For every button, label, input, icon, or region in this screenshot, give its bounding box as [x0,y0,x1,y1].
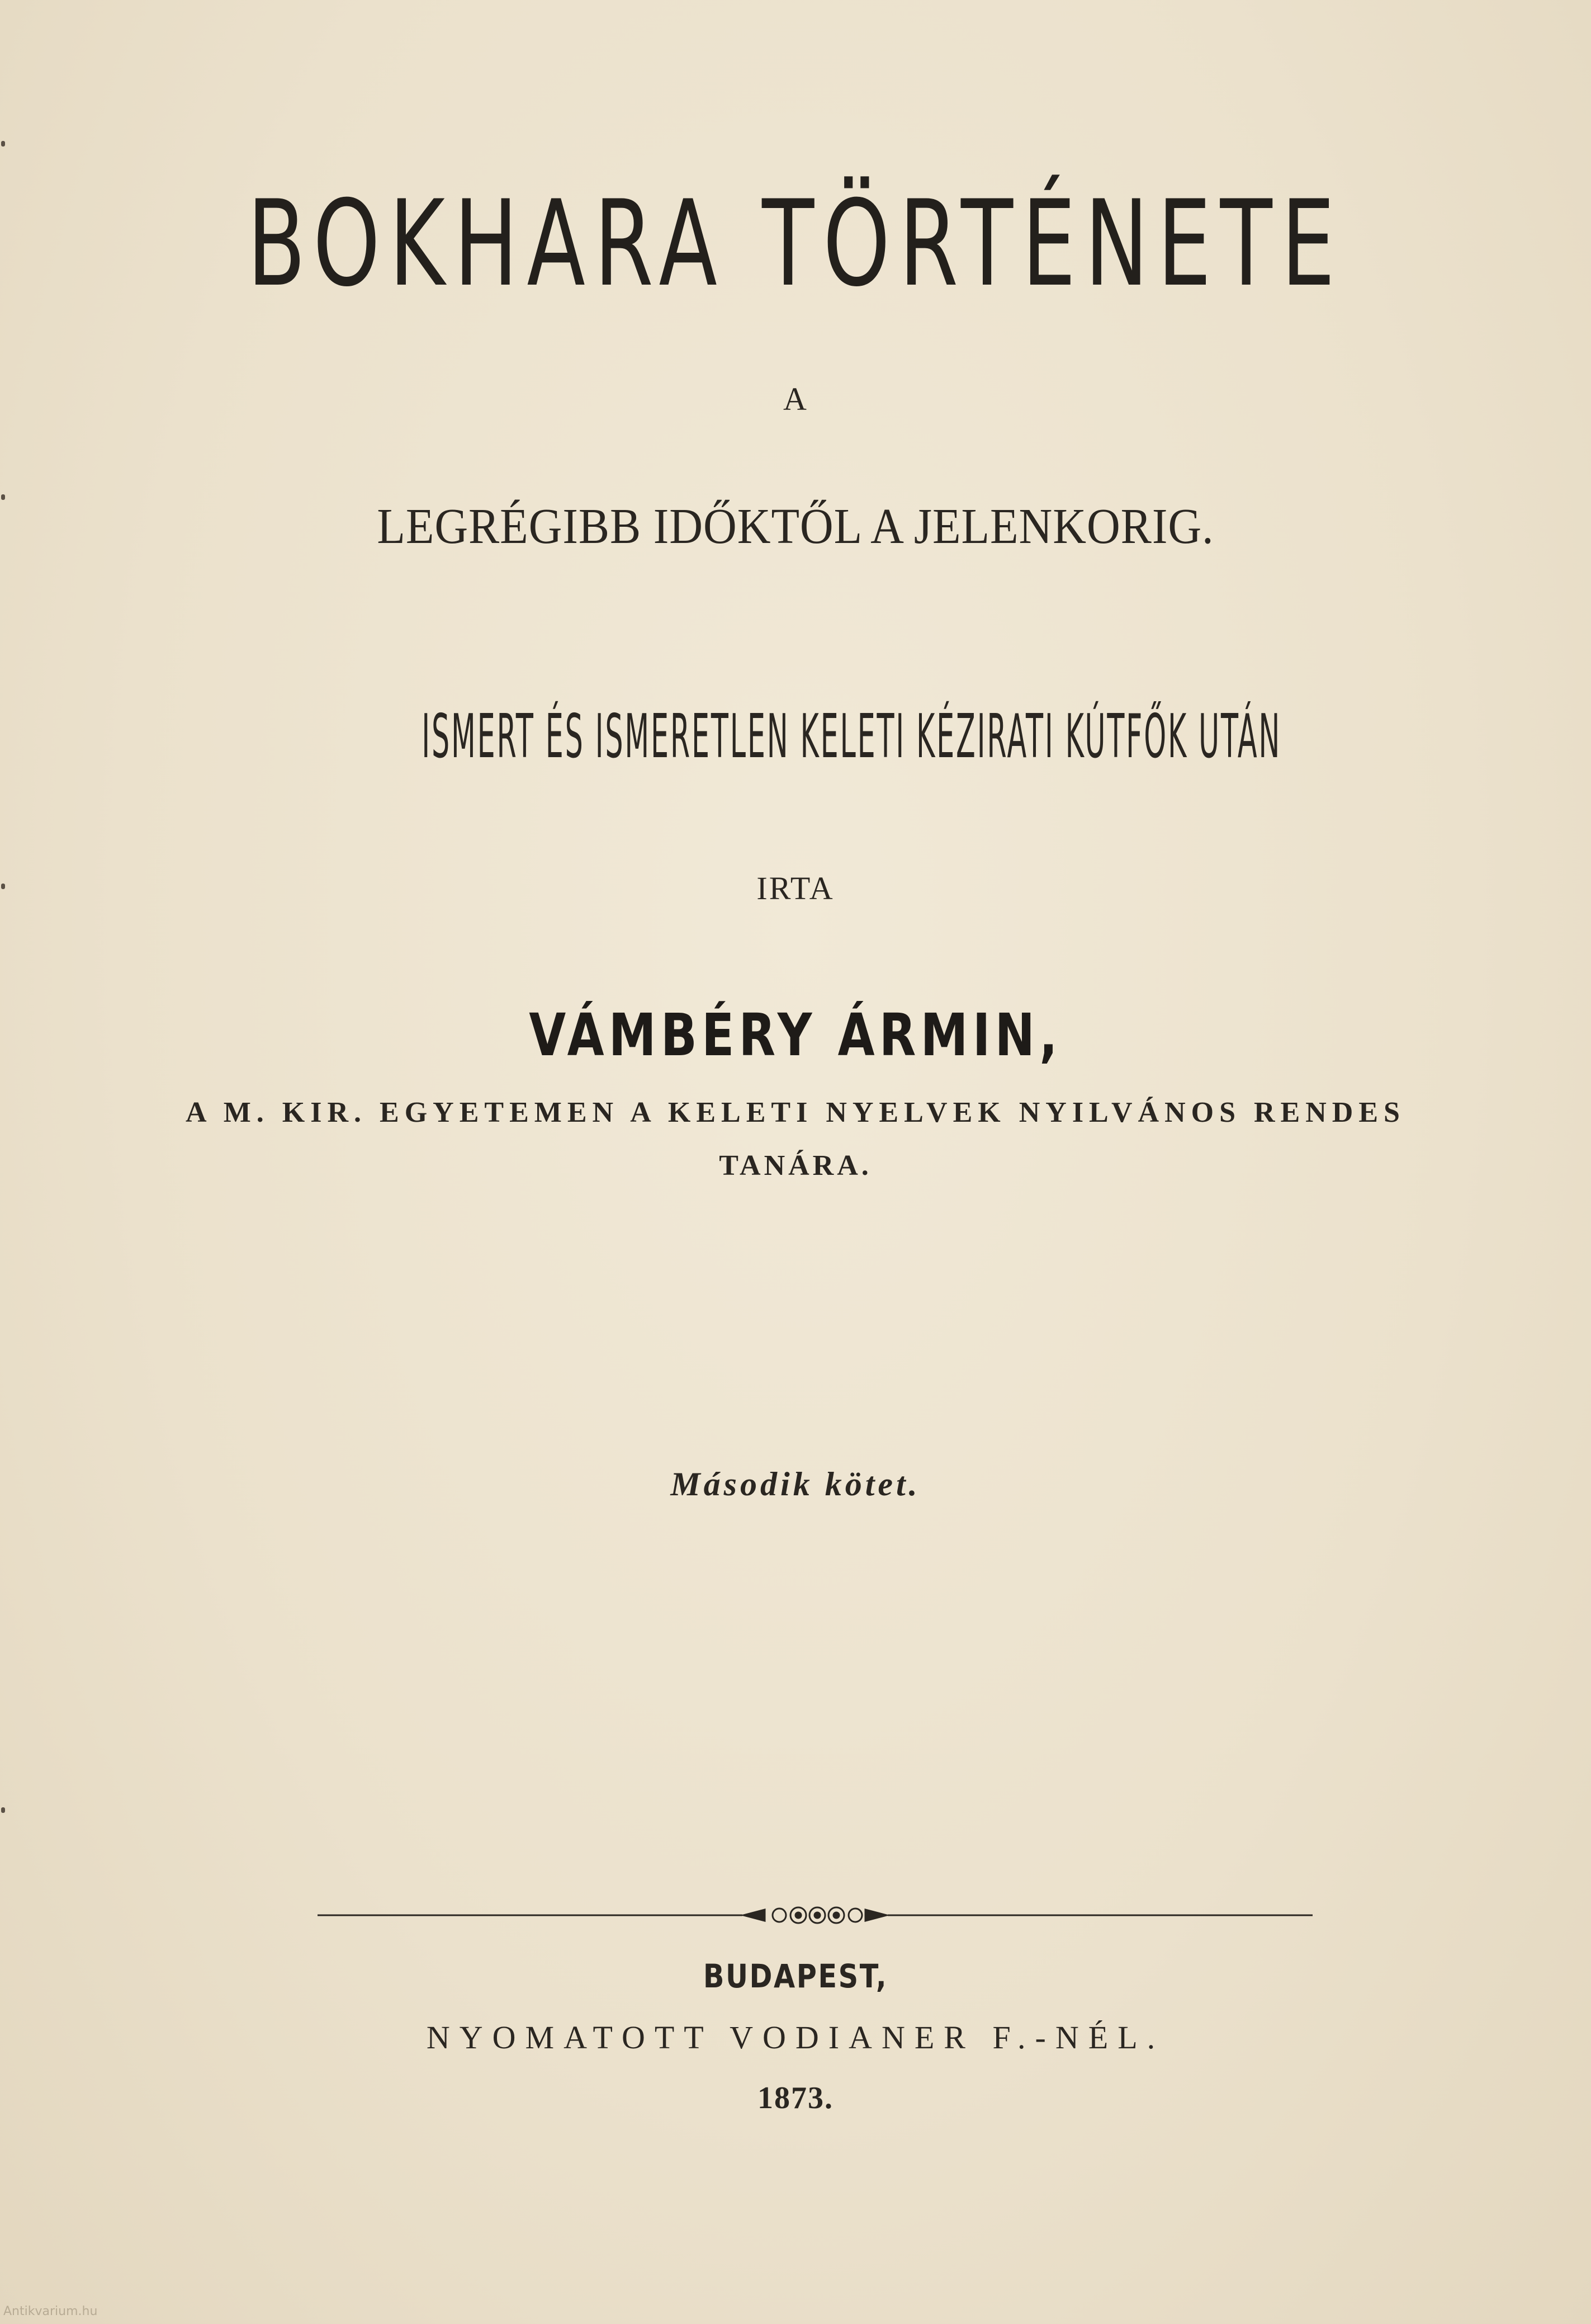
by-line: IRTA [756,870,835,906]
watermark: Antikvarium.hu [3,2304,98,2318]
ornament-icon [744,1907,887,1923]
title-connector: A [783,381,808,417]
author-affiliation-line-2: TANÁRA. [719,1150,872,1182]
volume-label: Második kötet. [670,1466,921,1503]
paper-speck [1,1807,5,1813]
ornamental-rule [318,1905,1313,1925]
sources-line: ISMERT ÉS ISMERETLEN KELETI KÉZIRATI KÚTFŐK UTÁN [422,702,1282,772]
imprint-printer: NYOMATOTT VODIANER F.-NÉL. [426,2019,1165,2056]
imprint-year: 1873. [757,2081,834,2115]
paper-speck [1,141,5,147]
book-subtitle: LEGRÉGIBB IDŐKTŐL A JELENKORIG. [377,499,1214,554]
author-affiliation-line-1: A M. KIR. EGYETEMEN A KELETI NYELVEK NYILVÁNOS RENDES [186,1097,1405,1128]
book-title: BOKHARA TÖRTÉNETE [247,174,1344,313]
imprint-city: BUDAPEST, [703,1957,888,1995]
author-name: VÁMBÉRY ÁRMIN, [529,1001,1062,1069]
paper-speck [1,494,5,500]
